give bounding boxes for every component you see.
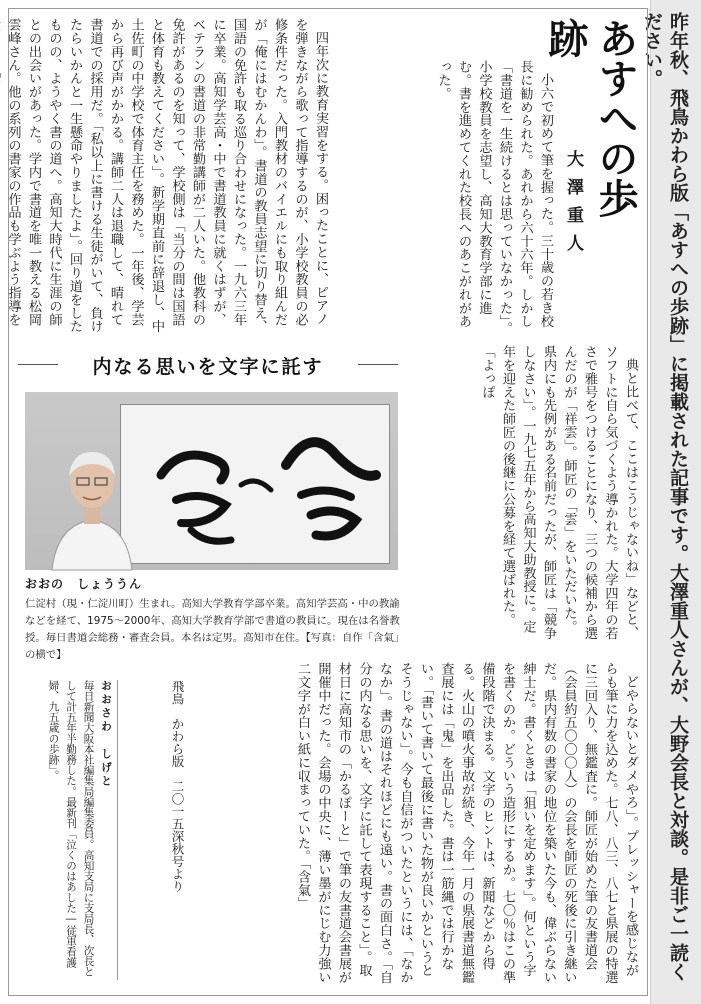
calligraphy-scroll bbox=[120, 404, 390, 564]
reporter-bio bbox=[20, 680, 114, 980]
article-text-bottom bbox=[195, 662, 640, 990]
photo-caption-body: 仁淀村（現・仁淀川町）生まれ。高知大学教育学部卒業。高知学芸高・中の教諭などを経て、1975〜2000年、高知大学教育学部で書道の教員に。現在は名誉教授。毎日書道会総務・審査会員。本名は定男。高知市在住。【写真：自作「含氣」の横で】 bbox=[25, 598, 405, 661]
vertical-divider bbox=[117, 680, 118, 980]
reporter-bio-text: 毎日新聞大阪本社編集局編集委員。高知支局に支局長、次長として計五年半勤務した。最新刊「泣くのはあした―従軍看護婦、九五歳の歩跡」。 bbox=[47, 680, 95, 977]
article-text-top-left bbox=[5, 18, 330, 338]
article-source: 飛鳥 かわら版 二〇一五深秋号より bbox=[170, 680, 185, 893]
person-figure bbox=[47, 440, 137, 570]
article-title: あすへの歩跡 bbox=[542, 18, 638, 218]
paragraph: 典と比べて、ここはこうじゃないね」などと、ソフトに自ら気づくよう導かれた。大学四年の若さで雅号をつけることになり、三つの候補から選んだのが「祥雲」。師匠の「雲」をいただいた。県内にも先例がある名前だったが、師匠は「競争しなさい」。一九七五年から高知大助教授に。定年を迎えた師匠の後継に公募を経て選ばれた。「よっぽ bbox=[479, 345, 638, 640]
paragraph: どやらないとダメやろ」。プレッシャーを感じながらも筆に力を込めた。七八、八三、八七と県展の特選に三回入り、無鑑査に。師匠が始めた筆の友書道会（会員約五〇〇〇人）の会長を師匠の死後に引き継いだ。県内有数の書家の地位を築いた今も、偉ぶらない紳士だ。書くときは「狙いを定めます」。何という字を書くのか。どういう造形にするか。七〇％はこの準備段階で決まる。文字のヒントは、新聞などから得る。火山の噴火事故が続き、今年一月の県展書道無鑑査展には「鬼」を出品した。書は一筋縄では行かない。「書いて書いて最後に書いた物が良いかというとそうじゃない」。今も自信がついたというには、「なかなか」。書の道はそれほどにも遠い。書の面白さ。「自分の内なる思いを、文字に託して表現すること」。取材日に高知市の「かるぽーと」で筆の友書道会書展が開催中だった。会場の中央に、薄い墨がにじむ力強い二文字が白い紙に収まっていた。「含氣」 bbox=[295, 662, 638, 984]
article-text-top-right bbox=[330, 60, 555, 335]
article-author: 大澤重人 bbox=[563, 150, 583, 262]
photo-caption-name: おおの しょううん bbox=[25, 577, 143, 591]
article-subtitle: 内なる思いを文字に託す bbox=[92, 356, 324, 378]
reporter-name: おおさわ しげと bbox=[100, 680, 112, 789]
intro-strip bbox=[641, 0, 701, 1004]
paragraph: 小六で初めて筆を握った。三十歳の若き校長に勧められた。あれから六十六年。しかし「書道を一生続けるとは思っていなかった」。小学校教員を志望し、高知大教育学部に進む。書を進めてくれた校長へのあこがれがあった。 bbox=[435, 60, 553, 335]
intro-text: 昨年秋、飛鳥かわら版「あすへの歩跡」に掲載された記事です。大澤重人さんが、大野会長と対談。是非ご一読ください。 bbox=[641, 12, 689, 981]
article-text-mid-right bbox=[405, 345, 640, 645]
paragraph: 四年次に教育実習をする。困ったことに、ピアノを弾きながら歌って指導するのが、小学校教員の必修条件だった。入門教材のバイエルにも取り組んだが「俺にはむかんわ」。書道の教員志望に切り替え、国語の免許も取る巡り合わせになった。一九六三年に卒業。高知学芸高・中で書道教員に就くはずが、ベテランの書道の非常勤講師が二人いた。他教科の免許があるのを知って、学校側は「当分の間は国語と体育も教えてください」。新学期直前に辞退し、中土佐町の中学校で体育主任を務めた。一年後、学芸から再び声がかかる。講師二人は退職して、晴れて書道での採用だ。「私以上に書ける生徒がいて、負けたらいかんと一生懸命やりましたよ」。回り道をしたものの、ようやく書の道へ。高知大時代に生涯の師との出会いがあった。学内で書道を唯一教える松岡雲峰さん。他の系列の書家の作品も学ぶよう指導を bbox=[5, 18, 328, 333]
subtitle-row bbox=[18, 350, 398, 378]
calligraphy-brushwork bbox=[121, 405, 389, 563]
portrait-photo bbox=[25, 392, 398, 570]
